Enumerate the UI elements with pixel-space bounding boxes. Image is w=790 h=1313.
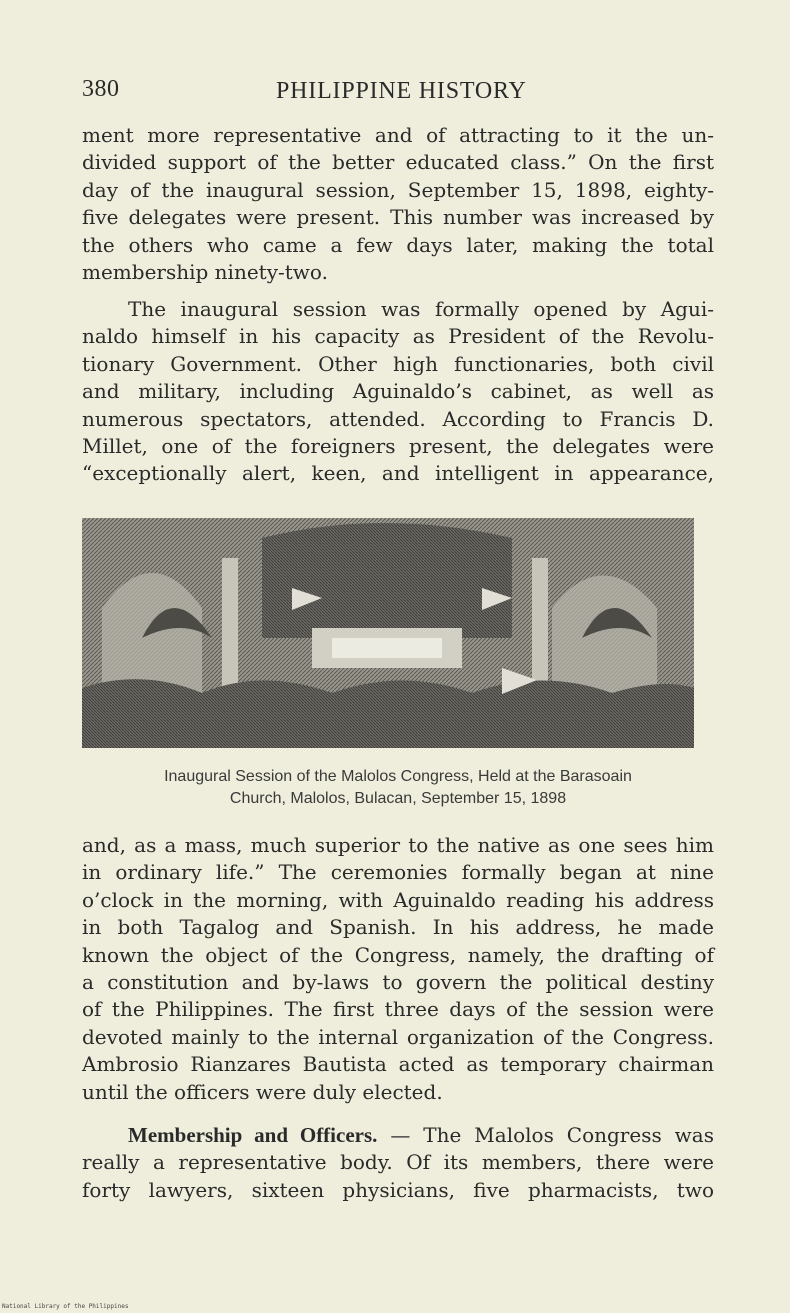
text-line: five delegates were present. This number was increased by — [82, 205, 714, 230]
text-line: and, as a mass, much superior to the native as one sees him — [82, 833, 714, 857]
text-line: the others who came a few days later, making the total — [82, 232, 714, 257]
caption-line: Inaugural Session of the Malolos Congress, Held at the Barasoain — [164, 768, 632, 785]
text-line: of the Philippines. The first three days of the session were — [82, 997, 714, 1022]
text-line: membership ninety-two. — [82, 260, 328, 285]
text-line: tionary Government. Other high functionaries, both civil — [82, 351, 714, 376]
congress-illustration — [82, 518, 694, 748]
text-line: day of the inaugural session, September 15, 1898, eighty- — [82, 177, 714, 202]
caption-line: Church, Malolos, Bulacan, September 15, 1898 — [229, 790, 567, 807]
text-line: Millet, one of the foreigners present, the delegates were — [82, 434, 714, 459]
text-line: in both Tagalog and Spanish. In his address, he made — [82, 915, 714, 940]
text-line: and military, including Aguinaldo’s cabinet, as well as — [82, 379, 714, 404]
text-line: ment more representative and of attracting to it the un- — [82, 123, 714, 147]
section-heading: Membership and Officers. — [128, 1123, 378, 1147]
figure-caption — [82, 766, 714, 810]
text-line: a constitution and by-laws to govern the political destiny — [82, 970, 714, 995]
library-footer: National Library of the Philippines — [2, 1303, 129, 1310]
text-line: Ambrosio Rianzares Bautista acted as temporary chairman — [82, 1052, 714, 1077]
paragraph-1 — [82, 122, 714, 286]
text-line: divided support of the better educated class.” On the first — [82, 150, 714, 175]
paragraph-2 — [82, 296, 714, 488]
text-line: forty lawyers, sixteen physicians, five pharmacists, two — [82, 1177, 714, 1202]
engraving-figure — [82, 518, 694, 748]
text-line: known the object of the Congress, namely, the drafting of — [82, 942, 714, 967]
text-line: until the officers were duly elected. — [82, 1079, 443, 1104]
heading-continuation: — The Malolos Congress was — [377, 1123, 714, 1147]
text-line: in ordinary life.” The ceremonies formally began at nine — [82, 860, 714, 885]
text-line: o’clock in the morning, with Aguinaldo reading his address — [82, 887, 714, 912]
running-head: PHILIPPINE HISTORY — [276, 78, 527, 104]
paragraph-4 — [82, 1122, 714, 1204]
text-line: devoted mainly to the internal organization of the Congress. — [82, 1024, 714, 1049]
page-number: 380 — [82, 76, 120, 102]
text-line: numerous spectators, attended. According to Francis D. — [82, 406, 714, 431]
text-line: “exceptionally alert, keen, and intelligent in appearance, — [82, 461, 714, 486]
page-header — [82, 76, 722, 110]
text-line: naldo himself in his capacity as President of the Revolu- — [82, 324, 714, 349]
paragraph-3 — [82, 832, 714, 1106]
text-line — [82, 1122, 714, 1149]
text-line: really a representative body. Of its members, there were — [82, 1150, 714, 1175]
text-line: The inaugural session was formally opened by Agui- — [128, 297, 714, 321]
